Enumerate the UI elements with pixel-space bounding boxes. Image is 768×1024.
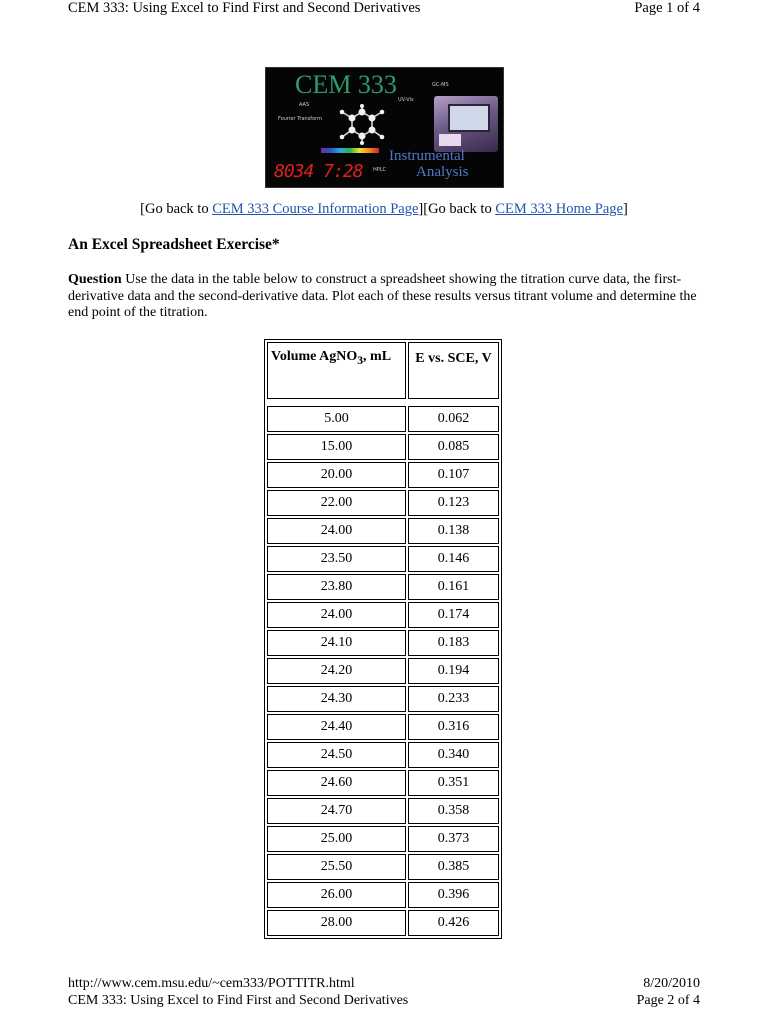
- cell-potential: 0.146: [408, 546, 499, 572]
- table-row: [267, 434, 499, 460]
- titration-data-table: [264, 339, 502, 939]
- table-row: [267, 742, 499, 768]
- spectrum-bar: [321, 148, 379, 153]
- cell-potential: 0.194: [408, 658, 499, 684]
- cell-volume: 24.50: [267, 742, 406, 768]
- table-row: [267, 854, 499, 880]
- col-header-volume: Volume AgNO$_3$, mL: [267, 342, 406, 399]
- cell-potential: 0.085: [408, 434, 499, 460]
- table-row: [267, 658, 499, 684]
- header-title: CEM 333: Using Excel to Find First and Second Derivatives: [68, 0, 421, 16]
- cell-volume: 20.00: [267, 462, 406, 488]
- cell-potential: 0.426: [408, 910, 499, 936]
- exercise-heading: An Excel Spreadsheet Exercise*: [68, 236, 280, 253]
- molecule-icon: [334, 104, 390, 146]
- cell-potential: 0.107: [408, 462, 499, 488]
- footer-page-number: Page 2 of 4: [636, 993, 700, 1008]
- table-row: [267, 798, 499, 824]
- table-row: [267, 770, 499, 796]
- cell-volume: 26.00: [267, 882, 406, 908]
- table-row: [267, 574, 499, 600]
- course-info-link[interactable]: CEM 333 Course Information Page: [212, 201, 419, 217]
- cell-potential: 0.233: [408, 686, 499, 712]
- question-text: Use the data in the table below to construct a spreadsheet showing the titration curve data, the first-derivative data and the second-derivative data. Plot each of these results versus titrant volume and determine the end point of the titration.: [68, 272, 697, 320]
- cell-potential: 0.316: [408, 714, 499, 740]
- banner-caption-line2: Analysis: [416, 164, 469, 180]
- instrument-icon: [434, 96, 498, 152]
- table-row: [267, 714, 499, 740]
- cell-volume: 24.70: [267, 798, 406, 824]
- cell-volume: 25.00: [267, 826, 406, 852]
- header-page-number: Page 1 of 4: [634, 0, 700, 16]
- cell-potential: 0.183: [408, 630, 499, 656]
- question-paragraph: [68, 272, 708, 322]
- cell-volume: 24.30: [267, 686, 406, 712]
- cell-volume: 22.00: [267, 490, 406, 516]
- footer-title: CEM 333: Using Excel to Find First and Second Derivatives: [68, 993, 409, 1008]
- table-row: [267, 882, 499, 908]
- navigation-links: [0, 201, 768, 218]
- cem333-banner-image: [265, 67, 504, 188]
- footer-url: http://www.cem.msu.edu/~cem333/POTTITR.html: [68, 976, 355, 991]
- cell-volume: 23.80: [267, 574, 406, 600]
- cell-potential: 0.062: [408, 406, 499, 432]
- cell-potential: 0.123: [408, 490, 499, 516]
- banner-label-ft: Fourier Transform: [278, 116, 322, 122]
- col-header-potential: E vs. SCE, V: [408, 342, 499, 399]
- cell-volume: 25.50: [267, 854, 406, 880]
- cell-potential: 0.340: [408, 742, 499, 768]
- cell-volume: 24.20: [267, 658, 406, 684]
- cell-volume: 24.60: [267, 770, 406, 796]
- nav-suffix: ]: [623, 201, 628, 217]
- table-row: [267, 518, 499, 544]
- table-row: [267, 602, 499, 628]
- cell-potential: 0.373: [408, 826, 499, 852]
- cell-potential: 0.351: [408, 770, 499, 796]
- cell-volume: 24.00: [267, 518, 406, 544]
- table-row: [267, 546, 499, 572]
- banner-label-gcms: GC-MS: [432, 82, 449, 88]
- nav-separator: ][Go back to: [418, 201, 496, 217]
- table-row: [267, 406, 499, 432]
- cell-potential: 0.358: [408, 798, 499, 824]
- footer-date: 8/20/2010: [643, 976, 700, 991]
- cell-potential: 0.396: [408, 882, 499, 908]
- cell-volume: 24.40: [267, 714, 406, 740]
- table-row: [267, 910, 499, 936]
- nav-prefix: [Go back to: [140, 201, 213, 217]
- table-header-row: [267, 342, 499, 399]
- cell-potential: 0.161: [408, 574, 499, 600]
- banner-label-aas: AAS: [299, 102, 310, 108]
- cell-potential: 0.138: [408, 518, 499, 544]
- table-row: [267, 630, 499, 656]
- cell-potential: 0.385: [408, 854, 499, 880]
- table-row: [267, 686, 499, 712]
- banner-label-uvvis: UV-Vis: [398, 97, 414, 103]
- cell-volume: 23.50: [267, 546, 406, 572]
- banner-led-display: 8034 7:28: [274, 161, 363, 182]
- banner-caption-line1: Instrumental: [389, 148, 465, 164]
- table-row: [267, 490, 499, 516]
- table-body: [267, 406, 499, 936]
- table-row: [267, 462, 499, 488]
- table-row: [267, 826, 499, 852]
- cell-volume: 24.00: [267, 602, 406, 628]
- home-page-link[interactable]: CEM 333 Home Page: [495, 201, 623, 217]
- cell-volume: 5.00: [267, 406, 406, 432]
- cell-volume: 15.00: [267, 434, 406, 460]
- cell-volume: 24.10: [267, 630, 406, 656]
- banner-title: CEM 333: [295, 70, 397, 99]
- banner-label-hplc: HPLC: [373, 167, 387, 173]
- cell-potential: 0.174: [408, 602, 499, 628]
- question-label: Question: [68, 272, 122, 287]
- cell-volume: 28.00: [267, 910, 406, 936]
